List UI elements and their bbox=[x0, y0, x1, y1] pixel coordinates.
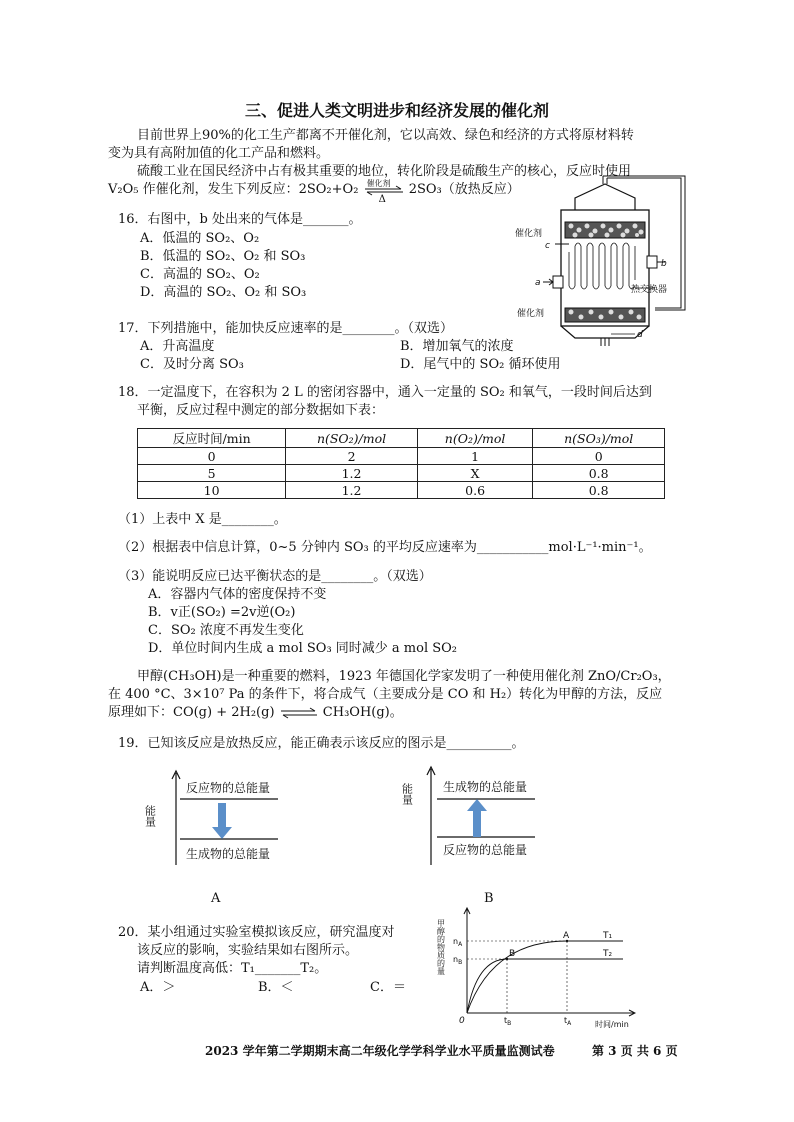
q18-stem-2: 平衡，反应过程中测定的部分数据如下表： bbox=[137, 403, 385, 418]
table-cell: 1.2 bbox=[286, 465, 418, 482]
table-cell: 1 bbox=[417, 448, 533, 465]
diagram-b-caption: B bbox=[484, 891, 494, 906]
y-tick-label-nB: $n_B$ bbox=[453, 955, 463, 966]
q18-sub-1: （1）上表中 X 是________。 bbox=[118, 512, 287, 527]
table-header-cell: n(SO₃)/mol bbox=[533, 429, 665, 448]
equilibrium-arrow-icon bbox=[279, 706, 319, 720]
reactor-label-a: a bbox=[535, 278, 541, 288]
series-curve-T₁ bbox=[467, 941, 567, 1013]
footer-title: 2023 学年第二学期期末高二年级化学学科学业水平质量监测试卷 bbox=[205, 1044, 555, 1058]
methanol-equation-left: 原理如下：CO(g) + 2H₂(g) bbox=[108, 705, 275, 720]
condition-catalyst: 催化剂 bbox=[366, 179, 391, 188]
table-cell: 1.2 bbox=[286, 482, 418, 499]
equilibrium-arrow bbox=[363, 179, 405, 205]
chart-origin-label: 0 bbox=[459, 1016, 465, 1026]
q20-stem-3: 请判断温度高低：T₁_______T₂。 bbox=[137, 961, 328, 976]
q18-sub3-option-a: A．容器内气体的密度保持不变 bbox=[148, 587, 327, 602]
point-label-B: B bbox=[509, 949, 516, 959]
reactor-label-c: c bbox=[545, 241, 550, 251]
down-arrow-shaft bbox=[218, 803, 226, 829]
diagram-a-caption: A bbox=[211, 891, 221, 906]
reactor-label-catalyst-top: 催化剂 bbox=[515, 229, 543, 239]
diagram-a-top-label: 反应物的总能量 bbox=[186, 781, 271, 795]
table-cell: 0.8 bbox=[533, 465, 665, 482]
q20-option-c: C．＝ bbox=[370, 980, 406, 995]
table-cell: 0.6 bbox=[417, 482, 533, 499]
q18-sub3-option-c: C．SO₂ 浓度不再发生变化 bbox=[148, 623, 304, 638]
q18-sub3-option-d: D．单位时间内生成 a mol SO₃ 同时减少 a mol SO₂ bbox=[148, 641, 458, 656]
q18-stem-1: 18．一定温度下，在容积为 2 L 的密闭容器中，通入一定量的 SO₂ 和氧气，一段时间后达到 bbox=[118, 385, 652, 400]
data-table bbox=[137, 428, 665, 499]
q16-option-b: B．低温的 SO₂、O₂ 和 SO₃ bbox=[140, 249, 306, 264]
methanol-chart bbox=[435, 905, 655, 1030]
methanol-line-3 bbox=[108, 704, 403, 722]
q20-option-b: B．＜ bbox=[258, 980, 294, 995]
series-curve-T₂ bbox=[467, 959, 507, 1013]
table-cell: 2 bbox=[286, 448, 418, 465]
methanol-equation-right: CH₃OH(g)。 bbox=[322, 705, 403, 720]
q16-option-d: D．高温的 SO₂、O₂ 和 SO₃ bbox=[140, 285, 307, 300]
up-arrow-icon bbox=[467, 799, 487, 811]
table-cell: 0.8 bbox=[533, 482, 665, 499]
methanol-line-2: 在 400 °C、3×10⁷ Pa 的条件下，将合成气（主要成分是 CO 和 H₂）转化为甲醇的方法，反应 bbox=[108, 687, 663, 702]
table-header-cell: n(O₂)/mol bbox=[417, 429, 533, 448]
energy-diagram-a bbox=[140, 765, 320, 875]
q18-sub-2: （2）根据表中信息计算，0~5 分钟内 SO₃ 的平均反应速率为___________mol·L⁻¹·min⁻¹。 bbox=[118, 540, 652, 555]
q20-stem-1: 20．某小组通过实验室模拟该反应，研究温度对 bbox=[118, 925, 395, 940]
down-arrow-icon bbox=[212, 827, 232, 839]
diagram-a-bottom-label: 生成物的总能量 bbox=[186, 847, 271, 861]
chart-marks bbox=[467, 940, 623, 1013]
series-label-T2: T₂ bbox=[603, 949, 613, 959]
diagram-b-top-label: 生成物的总能量 bbox=[443, 780, 528, 794]
equation-left: V₂O₅ 作催化剂，发生下列反应：2SO₂+O₂ bbox=[108, 182, 359, 197]
reactor-label-heat-exchanger: 热交换器 bbox=[631, 285, 668, 295]
q17-option-a: A．升高温度 bbox=[140, 339, 215, 354]
up-arrow-shaft bbox=[473, 811, 481, 837]
reactor-label-b: b bbox=[661, 259, 667, 269]
intro-line-3: 硫酸工业在国民经济中占有极其重要的地位，转化阶段是硫酸生产的核心，反应时使用 bbox=[137, 164, 632, 179]
diagram-b-bottom-label: 反应物的总能量 bbox=[443, 843, 528, 857]
y-tick-label-nA: $n_A$ bbox=[453, 937, 463, 948]
q17-stem: 17．下列措施中，能加快反应速率的是________。（双选） bbox=[118, 321, 454, 336]
q16-stem: 16．右图中，b 处出来的气体是_______。 bbox=[118, 212, 362, 227]
q17-option-c: C．及时分离 SO₃ bbox=[140, 357, 244, 372]
x-tick-label-tB: $t_B$ bbox=[504, 1016, 512, 1027]
chart-ylabel: 甲醇的物质的量 bbox=[436, 919, 446, 975]
series-label-T1: T₁ bbox=[603, 931, 613, 941]
table-row bbox=[138, 448, 665, 465]
q18-sub3-option-b: B．v正(SO₂) =2v逆(O₂) bbox=[148, 605, 296, 620]
intro-line-1: 目前世界上90%的化工生产都离不开催化剂，它以高效、绿色和经济的方式将原材料转 bbox=[137, 128, 634, 143]
q17-option-d: D．尾气中的 SO₂ 循环使用 bbox=[400, 357, 561, 372]
q17-option-b: B．增加氧气的浓度 bbox=[400, 339, 514, 354]
q18-sub-3: （3）能说明反应已达平衡状态的是________。（双选） bbox=[118, 569, 432, 584]
reactor-diagram bbox=[515, 170, 715, 350]
table-header-cell: 反应时间/min bbox=[138, 429, 286, 448]
table-cell: 0 bbox=[533, 448, 665, 465]
intro-line-4 bbox=[108, 179, 520, 205]
energy-axis-label: 能量 bbox=[400, 783, 414, 805]
table-cell: 10 bbox=[138, 482, 286, 499]
table-row bbox=[138, 482, 665, 499]
equation-right: 2SO₃（放热反应） bbox=[408, 182, 520, 197]
q20-option-a: A．＞ bbox=[140, 980, 176, 995]
table-cell: X bbox=[417, 465, 533, 482]
table-header-cell: n(SO₂)/mol bbox=[286, 429, 418, 448]
table-cell: 5 bbox=[138, 465, 286, 482]
section-title: 三、促进人类文明进步和经济发展的催化剂 bbox=[244, 101, 549, 120]
table-header-row bbox=[138, 429, 665, 448]
table-cell: 0 bbox=[138, 448, 286, 465]
q19-stem: 19．已知该反应是放热反应，能正确表示该反应的图示是__________。 bbox=[118, 736, 525, 751]
methanol-line-1: 甲醇(CH₃OH)是一种重要的燃料，1923 年德国化学家发明了一种使用催化剂 ZnO/Cr₂O₃， bbox=[137, 669, 671, 684]
chart-xlabel: 时间/min bbox=[595, 1020, 629, 1029]
q16-option-a: A．低温的 SO₂、O₂ bbox=[140, 231, 260, 246]
point-B bbox=[506, 958, 508, 960]
point-label-A: A bbox=[563, 931, 570, 941]
reactor-label-catalyst-bottom: 催化剂 bbox=[517, 309, 545, 319]
energy-diagram-b bbox=[400, 765, 585, 875]
energy-axis-label: 能量 bbox=[143, 805, 157, 827]
x-tick-label-tA: $t_A$ bbox=[564, 1016, 572, 1027]
table-row bbox=[138, 465, 665, 482]
reactor-label-d: d bbox=[637, 330, 643, 340]
q20-stem-2: 该反应的影响，实验结果如右图所示。 bbox=[137, 943, 359, 958]
intro-line-2: 变为具有高附加值的化工产品和燃料。 bbox=[108, 146, 330, 161]
footer-page-number: 第 3 页 共 6 页 bbox=[592, 1044, 678, 1058]
q16-option-c: C．高温的 SO₂、O₂ bbox=[140, 267, 260, 282]
condition-heat: Δ bbox=[378, 194, 386, 205]
